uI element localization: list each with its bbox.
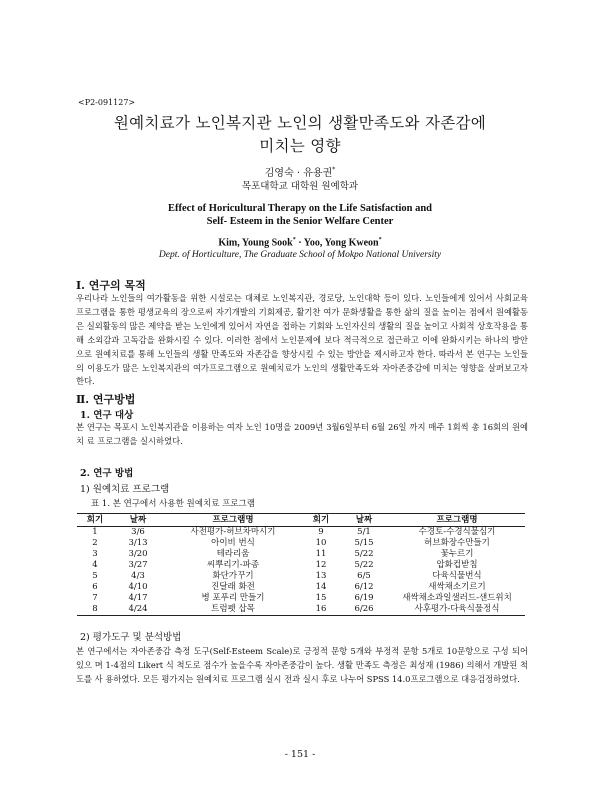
affiliation-en: Dept. of Horticulture, The Graduate School of Mokpo National University [158,250,442,260]
table-cell: 압화컵받침 [436,560,478,570]
authors-en [0,237,600,248]
title-en-line-2: Self- Esteem in the Senior Welfare Center [206,216,394,227]
table-cell: 2 [92,538,98,548]
body-line: 며 1-4점의 Likert 식 척도로 점수가 높을수록 자아존중감이 높다. 생활 만족도 측정은 최성재 (1986) 의해서 개발된 척도를 사 [76,659,529,684]
table-cell: 16 [303,604,339,616]
table-cell: 새싹채소기르기 [428,582,486,592]
table-cell: 수경토-수경식물심기 [418,527,496,537]
table-cell: 14 [315,582,327,592]
method-item-1: 1) 원예치료 프로그램 [80,484,170,495]
table-row [77,527,525,539]
table-cell: 다육식물번식 [432,571,482,581]
table-cell: 씨뿌리기-파종 [206,560,260,570]
table-row [77,538,525,549]
authors-ko [0,164,600,179]
table-cell: 10 [315,538,327,548]
table-cell: 병 포푸리 만들기 [201,593,265,603]
table-cell: 6 [92,582,98,592]
table-cell: 5 [92,571,98,581]
table-cell: 화단가꾸기 [212,571,254,581]
table-cell: 12 [315,560,327,570]
section-2-heading: Ⅱ. 연구방법 [76,393,136,406]
table-row [77,593,525,604]
table-cell: 꽃누르기 [440,549,474,559]
table-row [77,582,525,593]
body-line: 본 연구는 목포시 노인복지관을 이용하는 여자 노인 10명을 2009년 3월6일부터 6월 26일 까지 매주 1회씩 총 16회의 원예치 [76,422,528,446]
table-cell: 사전평가-허브차마시기 [190,527,276,537]
author-en-first: Kim, Young Sook [218,237,293,249]
body-line: 본 연구에서는 자아존중감 측정 도구(Self-Esteem Scale)로 긍정적 문항 5개와 부정적 문항 5개로 10문항으로 구성 되어 있으 [76,646,528,670]
table-cell: 3/13 [128,538,148,548]
body-line: 료 프로그램을 실시하였다. [86,435,183,446]
table-cell: 8 [77,604,113,616]
author-en-second-mark: * [378,237,382,243]
program-table [77,513,525,616]
page-number: - 151 - [284,749,316,760]
table-cell: 3/27 [128,560,148,570]
title-ko-line-1: 원예치료가 노인복지관 노인의 생활만족도와 자존감에 [113,114,487,132]
table-cell: 트럼펫 삽목 [163,604,303,616]
subsection-1-body [76,421,528,449]
method-item-2: 2) 평가도구 및 분석방법 [80,632,182,643]
table-cell: 4/10 [128,582,148,592]
table-cell: 테라리움 [216,549,250,559]
table-row [77,560,525,571]
col-header-date: 날짜 [113,514,163,527]
table-cell: 5/22 [354,560,374,570]
table-cell: 5/1 [357,527,371,537]
table-caption: 표 1. 본 연구에서 사용한 원예치료 프로그램 [91,499,255,509]
table-cell: 6/26 [339,604,389,616]
body-line: 은 실외활동의 많은 제약을 받는 노인에게 있어서 자연을 접하는 기회와 노인자신의 생활의 질을 높이고 사회적 상호작용을 통 [76,320,528,331]
table-cell: 6/5 [357,571,371,581]
author-en-separator: · [295,237,304,249]
affiliation-ko: 목포대학교 대학원 원예학과 [241,181,359,192]
table-cell: 1 [92,527,98,537]
table-cell: 9 [318,527,324,537]
subsection-1-heading: 1. 연구 대상 [80,410,134,421]
col-header-session-2: 회기 [303,514,339,527]
abstract-code: <P2-091127> [78,98,136,107]
table-cell: 3/6 [131,527,145,537]
table-cell: 3 [92,549,98,559]
authors-ko-names: 김영숙 · 유용권 [264,168,333,179]
table-cell: 4/3 [131,571,145,581]
body-line: 프로그램을 통한 평생교육의 장으로써 자기개발의 기회제공, 활기찬 여가 문화생활을 통한 삶의 질을 높이는 점에서 원예활동 [76,306,528,317]
body-line: 우리나라 노인들의 여가활동을 위한 시설로는 대체로 노인복지관, 경로당, 노인대학 등이 있다. 노인들에게 있어서 사회교육 [76,293,528,303]
table-row [77,549,525,560]
table-cell: 4 [92,560,98,570]
author-en-first-mark: * [292,237,296,243]
table-cell: 6/12 [354,582,374,592]
table-cell: 4/17 [128,593,148,603]
subsection-2-body [76,645,528,687]
table-cell: 11 [315,549,327,559]
author-en-second: Yoo, Yong Kweon [303,237,379,249]
table-cell: 3/20 [128,549,148,559]
table-cell: 아이비 번식 [211,538,255,548]
body-line: 으로 원예치료를 통해 노인들의 생활 만족도와 자존감을 향상시킬 수 있는 방안을 제시하고자 한다. 따라서 본 연구는 노인들의 [76,348,528,373]
table-cell: 4/24 [113,604,163,616]
table-cell: 5/22 [354,549,374,559]
table-cell: 13 [315,571,327,581]
table-cell: 7 [92,593,98,603]
col-header-program-2: 프로그램명 [389,514,525,527]
section-1-heading: Ⅰ. 연구의 목적 [76,279,146,292]
table-cell: 6/19 [354,593,374,603]
table-cell: 15 [315,593,327,603]
table-row [77,604,525,616]
title-ko-line-2: 미치는 영향 [259,137,341,155]
subsection-2-heading: 2. 연구 방법 [80,468,134,479]
table-header-row [77,514,525,527]
corresponding-mark: * [332,166,336,174]
table-cell: 사후평가-다육식물정식 [389,604,525,616]
col-header-session: 회기 [77,514,113,527]
body-line: 용하였다. 모든 평가지는 원예치료 프로그램 실시 전과 실시 후로 나누어 SPSS 14.0프로그램으로 대응검정하였다. [105,673,520,684]
table-row [77,571,525,582]
table-cell: 5/15 [354,538,374,548]
col-header-program: 프로그램명 [163,514,303,527]
table-cell: 새싹채소과일샐러드-샌드위치 [402,593,512,603]
table-cell: 허브화장수만들기 [424,538,490,548]
body-line: 해 소외감과 고독감을 완화시킬 수 있다. 이러한 점에서 노인문제에 보다 적극적으로 접근하고 이에 완화시키는 하나의 방안 [76,334,528,345]
title-en-line-1: Effect of Horicultural Therapy on the Life Satisfaction and [167,203,433,214]
table-cell: 진달래 화전 [211,582,255,592]
body-line: 이용도가 많은 노인복지관의 여가프로그램으로 원예치료가 노인의 생활만족도와 자아존중감에 미치는 영향을 살펴보고자 한다. [76,362,528,387]
col-header-date-2: 날짜 [339,514,389,527]
section-1-body [76,292,528,389]
